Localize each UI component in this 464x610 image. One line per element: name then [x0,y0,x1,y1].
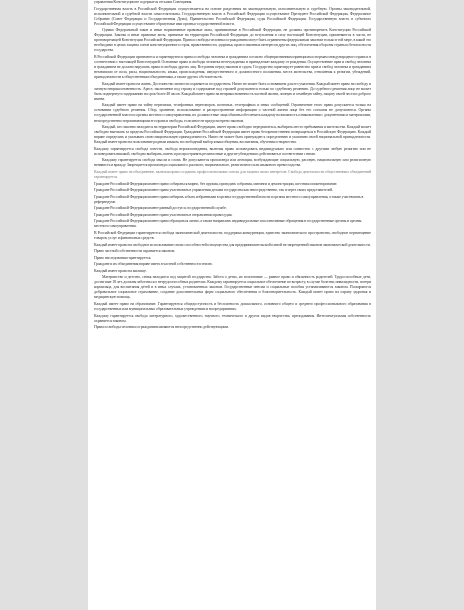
document-page [88,0,376,610]
body-paragraph: Граждане и их объединения вправе иметь в частной собственности землю. [94,262,213,267]
paragraph-list [94,0,371,330]
body-paragraph: Каждый имеет право на образование. Гарантируются общедоступность и бесплатность дошкольного, основного общего и среднего профессионального образования в государственных или муниципальных образовательных учреждениях и на предприятиях. [94,301,371,312]
body-paragraph: Каждому гарантируется свобода мысли и слова. Не допускаются пропаганда или агитация, возбуждающие социальную, расовую, национальную или религиозную ненависть и вражду. Запрещается пропаганда социального, расового, национального, религиозного или языкового превосходства. [94,158,371,168]
body-paragraph: Каждый, кто законно находится на территории Российской Федерации, имеет право свободно передвигаться, выбирать место пребывания и жительства. Каждый может свободно выезжать за пределы Российской Федерации. Гражданин Российской Федерации имеет право беспрепятственно возвращаться в Российскую Федерацию. Каждый вправе определять и указывать свою национальную принадлежность. Никто не может быть принужден к определению и указанию своей национальной принадлежности. Каждый имеет право на пользование родным языком, на свободный выбор языка общения, воспитания, обучения и творчества. [94,125,371,145]
body-paragraph: В Российской Федерации гарантируются свобода экономической деятельности, поддержка конкуренции, единство экономического пространства, свободное перемещение товаров, услуг и финансовых средств. [94,230,371,240]
body-paragraph: Каждому гарантируется свобода совести, свобода вероисповедания, включая право исповедовать индивидуально или совместно с другими любую религию или не исповедовать никакой, свободно выбирать, иметь и распространять религиозные и другие убеждения и действовать в соответствии с ними. [94,146,371,156]
body-paragraph: Граждане Российской Федерации имеют равный доступ к государственной службе. [94,206,227,211]
body-paragraph: Граждане Российской Федерации имеют право участвовать в отправлении правосудия. [94,212,233,217]
body-paragraph: управления Конституции не содержатся отсылки Совещания. [94,0,193,4]
body-paragraph: Граждане Российской Федерации имеют право участвовать в управлении делами государства как непосредственно, так и через своих представителей. [94,188,334,193]
body-paragraph: Граждане Российской Федерации имеют право избирать и быть избранными в органы государственной власти и органы местного самоуправления, а также участвовать в референдуме. [94,194,364,204]
body-paragraph: Каждый имеет право на жизнь. Достоинство личности охраняется государством. Ничто не может быть основанием для его умаления. Каждый имеет право на свободу и личную неприкосновенность. Арест, заключение под стражу и содержание под стражей допускаются только по судебному решению. До судебного решения лицо не может быть подвергнуто задержанию на срок более 48 часов. Каждый имеет право на неприкосновенность частной жизни, личную и семейную тайну, защиту своей чести и доброго имени. [94,81,371,101]
body-paragraph: Право частной собственности охраняется законом. [94,249,176,254]
body-paragraph: Право наследования гарантируется. [94,255,152,260]
body-paragraph: В Российской Федерации признаются и гарантируются права и свободы человека и гражданина согласно общепризнанным принципам и нормам международного права и в соответствии с настоящей Конституцией. Основные права и свободы человека неотчуждаемы и принадлежат каждому от рождения. Осуществление прав и свобод человека и гражданина не должно нарушать права и свободы других лиц. Все равны перед законом и судом. Государство гарантирует равенство прав и свобод человека и гражданина независимо от пола, расы, национальности, языка, происхождения, имущественного и должностного положения, места жительства, отношения к религии, убеждений, принадлежности к общественным объединениям, а также других обстоятельств. [94,54,371,80]
body-paragraph: Каждый имеет право на объединение, включая право создавать профессиональные союзы для защиты своих интересов. Свобода деятельности общественных объединений гарантируется. [94,169,371,179]
body-paragraph: Каждый имеет право на свободное использование своих способностей и имущества для предпринимательской и иной не запрещенной законом экономической деятельности. [94,242,371,247]
body-paragraph: Каждый имеет право на жилище. [94,268,147,273]
left-margin [0,0,88,610]
body-paragraph: Граждане Российской Федерации имеют право обращаться лично, а также направлять индивидуальные и коллективные обращения в государственные органы и органы местного самоуправления. [94,219,362,229]
body-paragraph: Материнство и детство, семья находятся под защитой государства. Забота о детях, их воспитание — равное право и обязанность родителей. Трудоспособные дети, достигшие 18 лет, должны заботиться о нетрудоспособных родителях. Каждому гарантируется социальное обеспечение по возрасту, в случае болезни, инвалидности, потери кормильца, для воспитания детей и в иных случаях, установленных законом. Государственные пенсии и социальные пособия устанавливаются законом. Поощряются добровольное социальное страхование, создание дополнительных форм социального обеспечения и благотворительность. Каждый имеет право на охрану здоровья и медицинскую помощь. [94,275,371,300]
body-paragraph: Граждане Российской Федерации имеют право собираться мирно, без оружия, проводить собрания, митинги и демонстрации, шествия и пикетирование. [94,181,338,186]
body-paragraph: Каждый имеет право на тайну переписки, телефонных переговоров, почтовых, телеграфных и иных сообщений. Ограничение этого права допускается только на основании судебного решения. Сбор, хранение, использование и распространение информации о частной жизни лица без его согласия не допускаются. Органы государственной власти и органы местного самоуправления, их должностные лица обязаны обеспечить каждому возможность ознакомления с документами и материалами, непосредственно затрагивающими его права и свободы, если иное не предусмотрено законом. [94,103,371,123]
body-paragraph: Однако Федеральный закон и иные нормативные правовые акты, принимаемые в Российской Федерации, не должны противоречить Конституции Российской Федерации. Законы и иные правовые акты, принятые на территории Российской Федерации до вступления в силу настоящей Конституции, применяются в части, не противоречащей Конституции Российской Федерации. Права и свободы человека и гражданина могут быть ограничены федеральным законом только в той мере, в какой это необходимо в целях защиты основ конституционного строя, нравственности, здоровья, прав и законных интересов других лиц, обеспечения обороны страны и безопасности государства. [94,28,371,53]
body-paragraph: Государственная власть в Российской Федерации осуществляется на основе разделения на законодательную, исполнительную и судебную. Органы законодательной, исполнительной и судебной власти самостоятельны. Государственную власть в Российской Федерации осуществляют Президент Российской Федерации, Федеральное Собрание (Совет Федерации и Государственная Дума), Правительство Российской Федерации, суды Российской Федерации. Государственную власть в субъектах Российской Федерации осуществляют образуемые ими органы государственной власти. [94,6,371,26]
body-paragraph: Права и свободы человека и гражданина являются непосредственно действующими. [94,325,229,330]
right-margin [376,0,464,610]
body-paragraph: Каждому гарантируется свобода литературного, художественного, научного, технического и других видов творчества, преподавания. Интеллектуальная собственность охраняется законом. [94,313,371,323]
